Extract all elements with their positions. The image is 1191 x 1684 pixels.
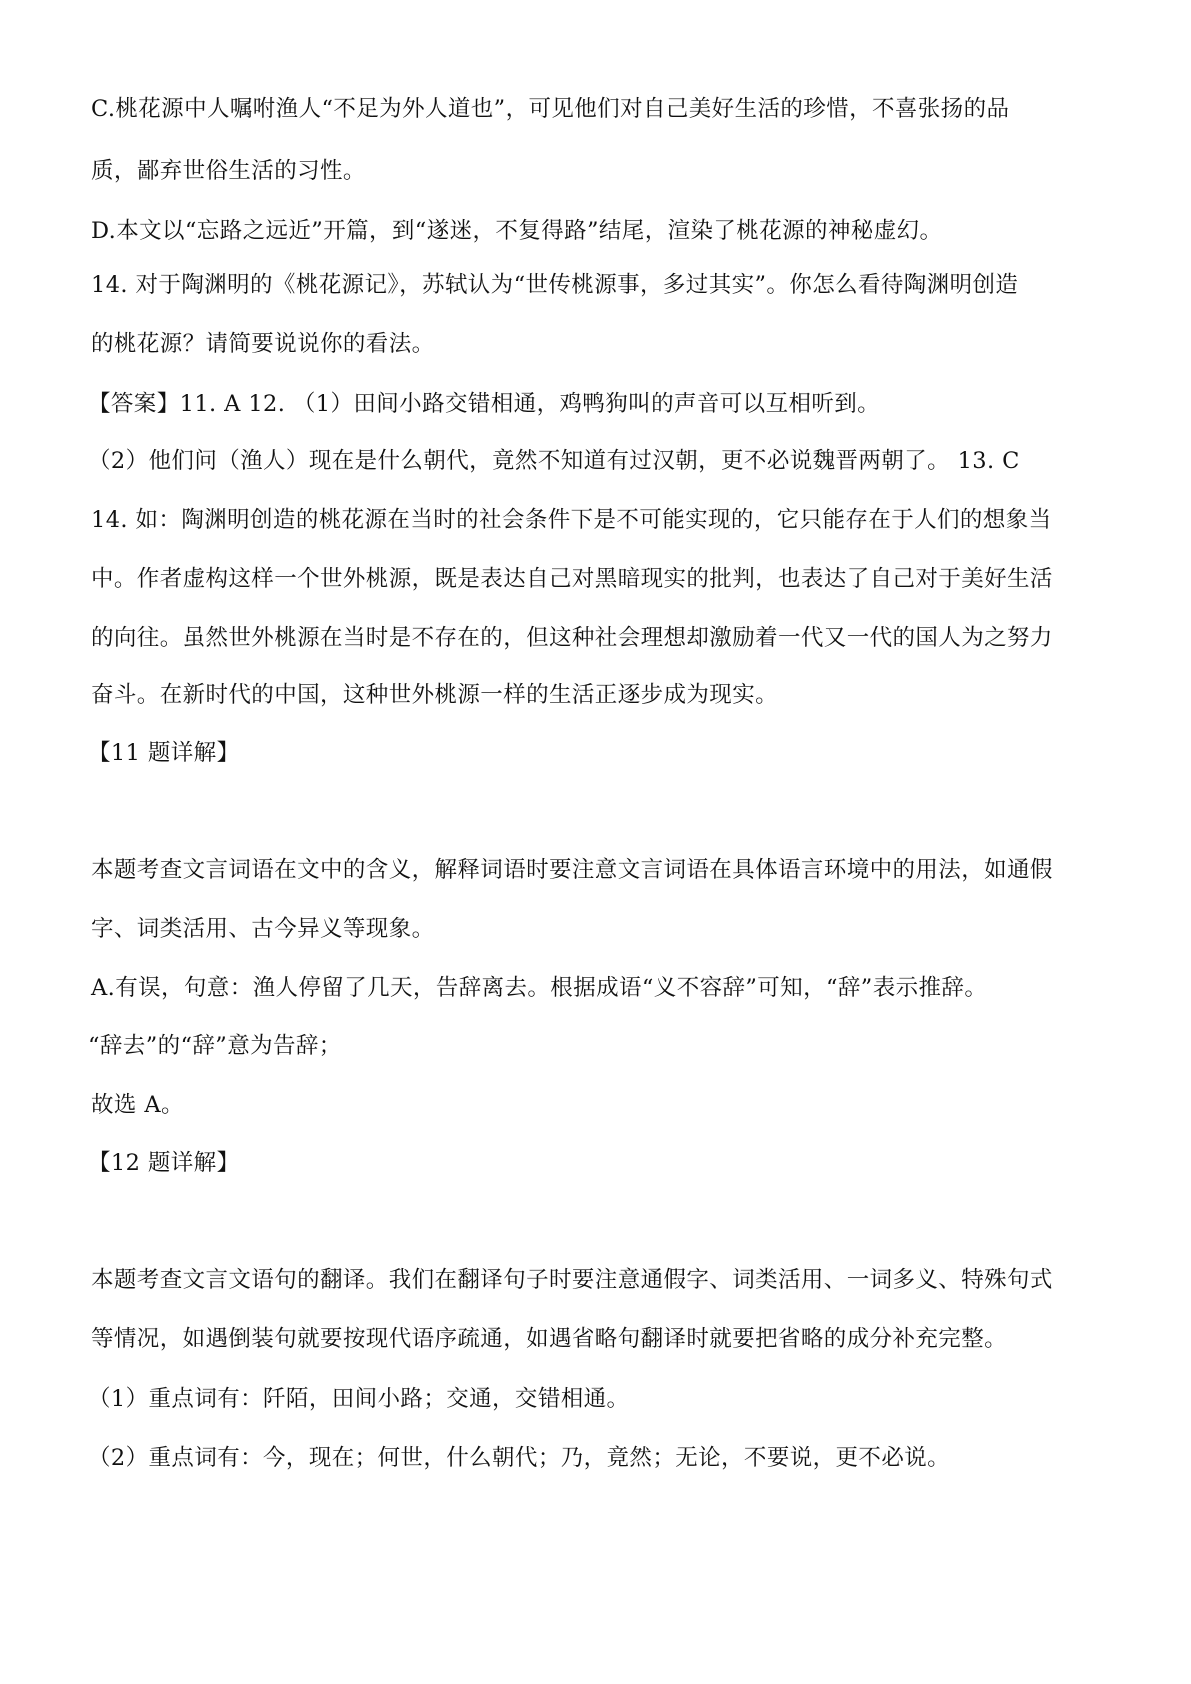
answer-14-line-3: 的向往。虽然世外桃源在当时是不存在的，但这种社会理想却激励着一代又一代的国人为之努力 <box>91 625 1053 651</box>
detail-11-option-a-cont: “辞去”的“辞”意为告辞； <box>88 1033 342 1059</box>
option-d-line: D.本文以“忘路之远近”开篇，到“遂迷，不复得路”结尾，渲染了桃花源的神秘虚幻。 <box>91 218 943 244</box>
answer-14-line-1: 14. 如：陶渊明创造的桃花源在当时的社会条件下是不可能实现的，它只能存在于人们的想象当 <box>91 507 1052 533</box>
detail-11-option-a: A.有误，句意：渔人停留了几天，告辞离去。根据成语“义不容辞”可知，“辞”表示推辞。 <box>91 975 988 1001</box>
section-11-heading: 【11 题详解】 <box>88 740 240 766</box>
option-c-line-1: C.桃花源中人嘱咐渔人“不足为外人道也”，可见他们对自己美好生活的珍惜，不喜张扬的品 <box>91 96 1010 122</box>
answer-14-line-2: 中。作者虚构这样一个世外桃源，既是表达自己对黑暗现实的批判，也表达了自己对于美好生活 <box>91 566 1053 592</box>
section-12-heading: 【12 题详解】 <box>88 1150 240 1176</box>
question-14-line-2: 的桃花源？请简要说说你的看法。 <box>91 331 435 357</box>
detail-12-line-2: 等情况，如遇倒装句就要按现代语序疏通，如遇省略句翻译时就要把省略的成分补充完整。 <box>91 1326 1008 1352</box>
detail-11-line-2: 字、词类活用、古今异义等现象。 <box>91 916 435 942</box>
detail-12-line-1: 本题考查文言文语句的翻译。我们在翻译句子时要注意通假字、词类活用、一词多义、特殊句式 <box>91 1267 1053 1293</box>
detail-12-item-1: （1）重点词有：阡陌，田间小路；交通，交错相通。 <box>88 1386 630 1412</box>
answer-12-2-line: （2）他们问（渔人）现在是什么朝代，竟然不知道有过汉朝，更不必说魏晋两朝了。 13. C <box>88 448 1020 474</box>
detail-11-conclusion: 故选 A。 <box>91 1092 184 1118</box>
answer-14-line-4: 奋斗。在新时代的中国，这种世外桃源一样的生活正逐步成为现实。 <box>91 682 779 708</box>
option-c-line-2: 质，鄙弃世俗生活的习性。 <box>91 158 366 184</box>
detail-12-item-2: （2）重点词有：今，现在；何世，什么朝代；乃，竟然；无论，不要说，更不必说。 <box>88 1445 951 1471</box>
question-14-line-1: 14. 对于陶渊明的《桃花源记》，苏轼认为“世传桃源事，多过其实”。你怎么看待陶渊明创造 <box>91 272 1019 298</box>
answer-heading-line: 【答案】11. A 12. （1）田间小路交错相通，鸡鸭狗叫的声音可以互相听到。 <box>88 391 881 417</box>
detail-11-line-1: 本题考查文言词语在文中的含义，解释词语时要注意文言词语在具体语言环境中的用法，如通假 <box>91 857 1053 883</box>
